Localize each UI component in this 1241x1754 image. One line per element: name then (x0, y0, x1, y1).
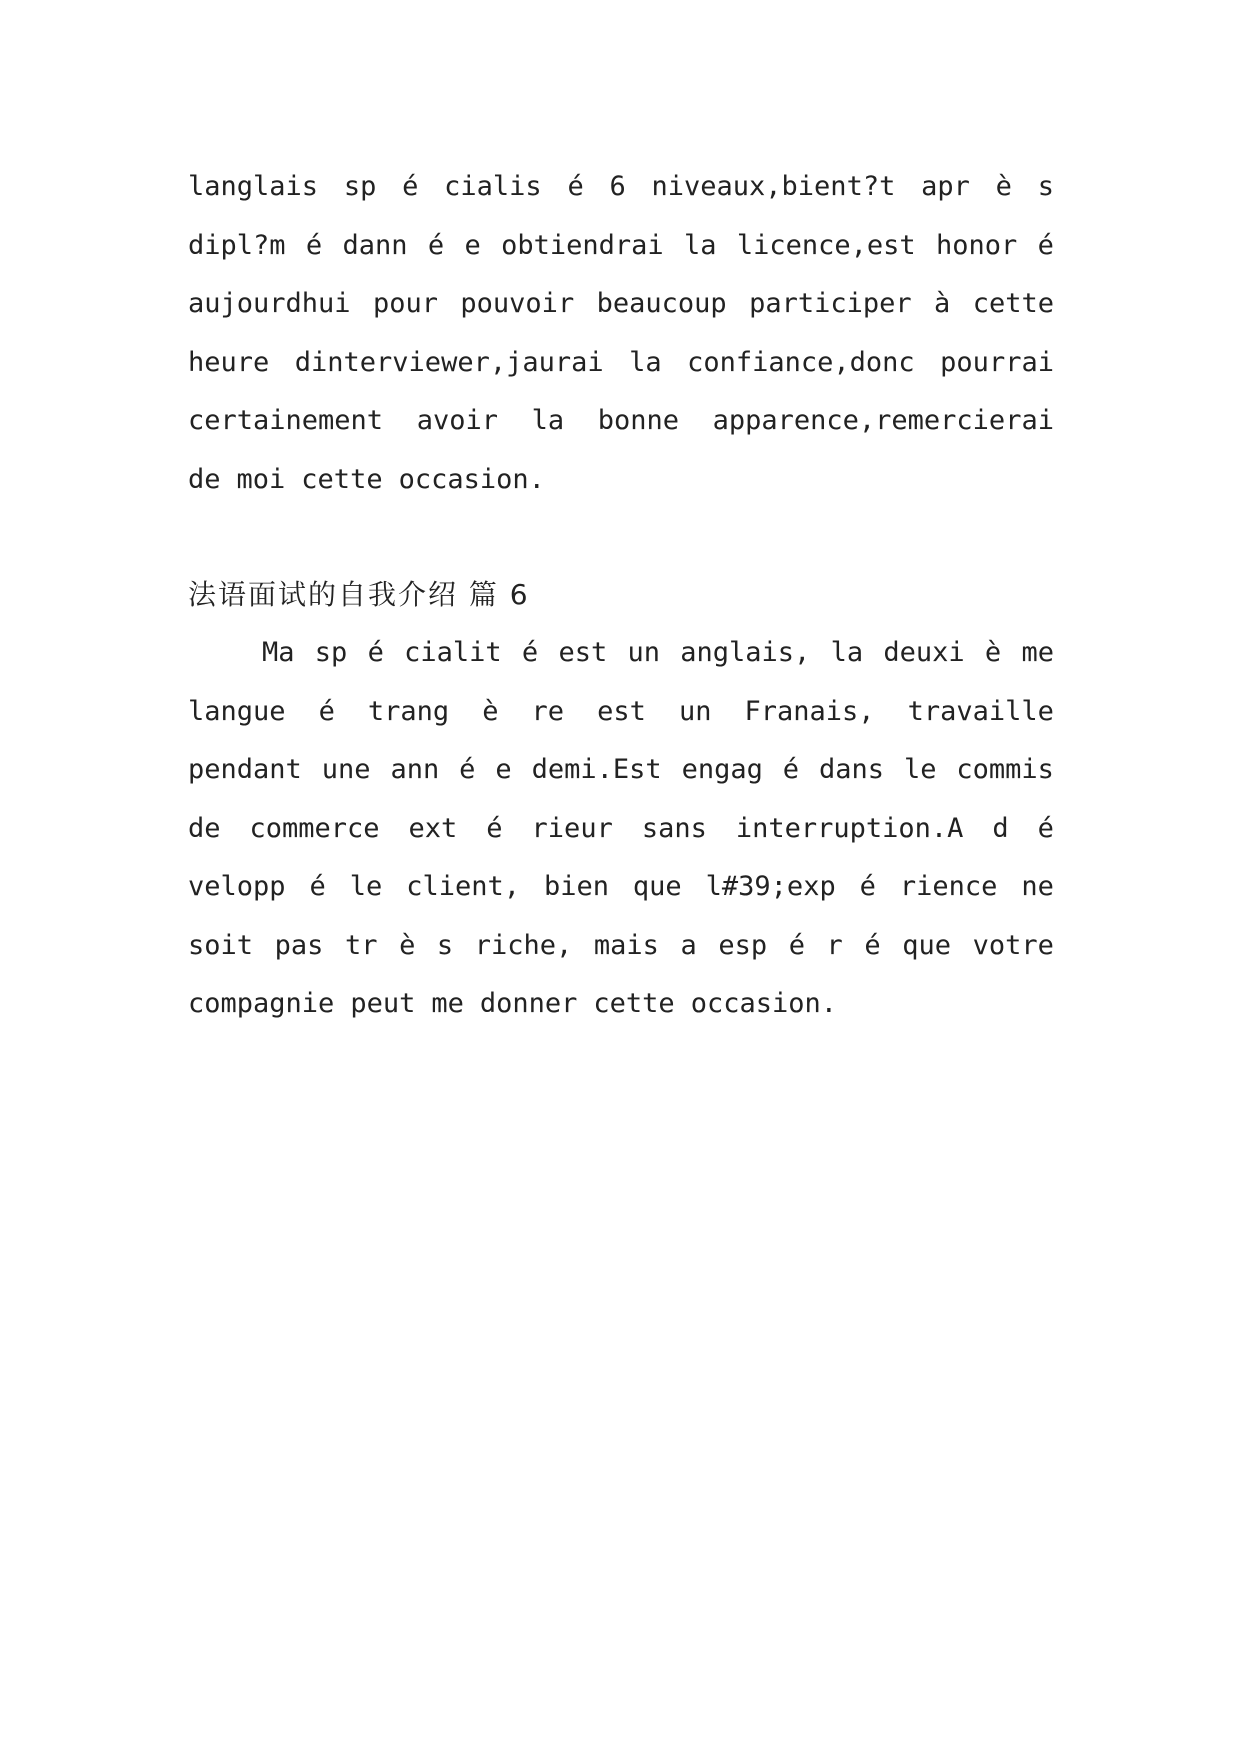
word: licence,est (736, 229, 916, 261)
word: dans (818, 754, 885, 785)
word: d (992, 812, 1009, 844)
word: sp (314, 637, 348, 668)
word: é (305, 229, 323, 261)
word: que (632, 871, 682, 902)
paragraph-line (188, 800, 1054, 859)
word: è (984, 637, 1002, 668)
word: occasion. (398, 463, 545, 495)
word: est (597, 695, 646, 727)
word: dipl?m (188, 229, 286, 261)
word: travaille (907, 695, 1054, 727)
word: le (349, 871, 383, 902)
word: langlais (188, 171, 319, 202)
word: é (521, 637, 539, 668)
word: pouvoir (460, 288, 575, 319)
paragraph-line (188, 158, 1054, 217)
word: apparence,remercierai (712, 405, 1054, 436)
paragraph-line (188, 741, 1054, 800)
word: è (399, 929, 416, 961)
paragraph-1 (188, 158, 1054, 509)
word: é (859, 871, 876, 902)
word: mais (593, 929, 659, 961)
word: e (464, 229, 481, 261)
word: é (1037, 229, 1054, 261)
word: trang (367, 695, 450, 727)
word: la (684, 229, 717, 261)
word: de (188, 812, 221, 844)
paragraph-line (188, 217, 1054, 276)
paragraph-line (188, 275, 1054, 334)
word: rience (899, 871, 998, 902)
word: é (486, 812, 503, 844)
word: s (1037, 171, 1054, 202)
word: commis (956, 754, 1054, 785)
word: cette (301, 463, 383, 495)
word: moi (236, 463, 286, 495)
word: é (318, 695, 335, 727)
word: s (436, 929, 454, 961)
word: me (1021, 637, 1054, 668)
word: obtiendrai (501, 229, 664, 261)
word: é (1037, 812, 1054, 844)
paragraph-line (188, 858, 1054, 917)
word: honor (936, 229, 1018, 261)
word: aujourdhui (188, 288, 351, 319)
word: un (678, 695, 712, 727)
word: riche, (474, 929, 573, 961)
word: velopp (188, 871, 286, 902)
word: dinterviewer,jaurai (294, 346, 604, 378)
word: re (531, 695, 565, 727)
word: é (567, 171, 584, 202)
word: votre (972, 929, 1054, 961)
paragraph-line (188, 451, 1054, 510)
word: un (627, 637, 660, 668)
word: deuxi (883, 637, 965, 668)
word: ext (408, 812, 458, 844)
word: demi.Est (531, 754, 662, 785)
word: heure (188, 346, 270, 378)
word: r (826, 929, 843, 961)
word: la (531, 405, 565, 436)
word: é (459, 754, 476, 785)
word: niveaux,bient?t (651, 171, 896, 202)
word: interruption.A (735, 812, 964, 844)
word: é (427, 229, 445, 261)
word: engag (681, 754, 763, 785)
word: la (830, 637, 864, 668)
word: é (782, 754, 800, 785)
word: Ma (262, 637, 295, 668)
word: que (902, 929, 951, 961)
paragraph-line (188, 392, 1054, 451)
word: é (864, 929, 881, 961)
word: Franais, (744, 695, 875, 727)
word: anglais, (680, 637, 811, 668)
word: client, (406, 871, 520, 902)
word: ne (1021, 871, 1054, 902)
word: à (934, 288, 951, 319)
word: occasion. (690, 988, 837, 1019)
word: confiance,donc (687, 346, 915, 378)
paragraph-line (188, 683, 1054, 742)
word: une (321, 754, 371, 785)
word: beaucoup (596, 288, 727, 319)
word: ann (390, 754, 440, 785)
word: la (629, 346, 662, 378)
word: esp (718, 929, 768, 961)
word: dann (342, 229, 408, 261)
paragraph-line (188, 624, 1054, 683)
word: tr (344, 929, 378, 961)
word: compagnie (188, 988, 335, 1019)
word: é (367, 637, 384, 668)
word: peut (350, 988, 416, 1019)
word: sp (343, 171, 377, 202)
word: est (558, 637, 608, 668)
word: me (431, 988, 464, 1019)
word: bien (543, 871, 609, 902)
section-heading: 法语面试的自我介绍 篇 6 (188, 578, 530, 611)
word: certainement (188, 405, 384, 436)
word: é (309, 871, 326, 902)
word: pour (372, 288, 438, 319)
word: de (188, 463, 221, 495)
word: cette (593, 988, 675, 1019)
word: é (788, 929, 805, 961)
word: apr (921, 171, 970, 202)
paragraph-line (188, 975, 1054, 1034)
paragraph-2 (188, 624, 1054, 1034)
word: l#39;exp (705, 871, 836, 902)
paragraph-line (188, 917, 1054, 976)
word: participer (749, 288, 912, 319)
paragraph-line (188, 334, 1054, 393)
word: sans (641, 812, 707, 844)
word: cette (972, 288, 1054, 319)
word: rieur (531, 812, 613, 844)
word: commerce (249, 812, 380, 844)
word: cialis (444, 171, 542, 202)
word: e (495, 754, 512, 785)
word: é (402, 171, 419, 202)
word: langue (188, 695, 286, 727)
word: è (482, 695, 499, 727)
word: avoir (416, 405, 498, 436)
word: a (680, 929, 697, 961)
word: pas (274, 929, 324, 961)
word: bonne (597, 405, 679, 436)
word: pendant (188, 754, 302, 785)
word: soit (188, 929, 254, 961)
word: donner (479, 988, 578, 1019)
word: 6 (609, 171, 626, 202)
word: le (903, 754, 937, 785)
word: pourrai (940, 346, 1054, 378)
word: cialit (404, 637, 502, 668)
word: è (995, 171, 1012, 202)
